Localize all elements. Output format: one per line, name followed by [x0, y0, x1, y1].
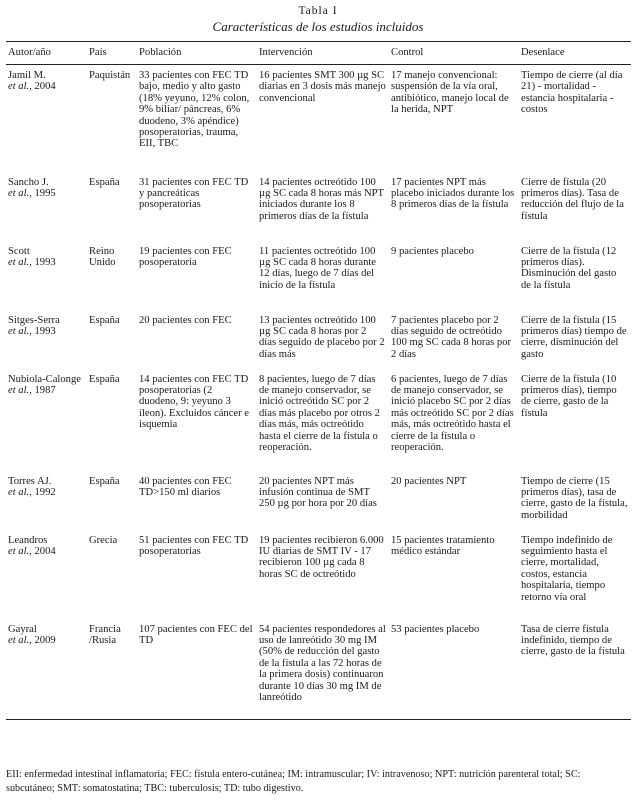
- cell-country: España: [89, 373, 120, 385]
- table-row: [6, 471, 631, 530]
- cell-author: [6, 172, 87, 241]
- author-name: Sitges-Serra: [8, 314, 60, 326]
- cell-author: [6, 241, 87, 310]
- author-year: , 1993: [29, 256, 56, 268]
- table-caption: [0, 0, 636, 35]
- cell-population: 51 pacientes con FEC TD posoperatorias: [139, 534, 249, 557]
- cell-intervention: 54 pacientes respondedores al uso de lanreótido 30 mg IM (50% de reducción del gasto de la fístula a las 72 horas de la primera dosis) continuaron durante 10 días 30 mg IM de lanreótido: [259, 623, 386, 703]
- cell-intervention: 13 pacientes octreótido 100 µg SC cada 8 horas por 2 días seguido de placebo por 2 días más: [259, 314, 385, 360]
- author-year: , 1987: [29, 384, 56, 396]
- author-year: , 1992: [29, 486, 56, 498]
- author-etal: et al.: [8, 634, 30, 646]
- author-name: Torres AJ.: [8, 475, 52, 487]
- cell-outcome: Cierre de la fístula (12 primeros días). Disminución del gasto de la fístula: [521, 245, 617, 291]
- author-year: , 2009: [29, 634, 56, 646]
- cell-author: [6, 65, 87, 172]
- cell-population: 20 pacientes con FEC: [139, 314, 232, 326]
- cell-author: [6, 619, 87, 720]
- author-name: Jamil M.: [8, 70, 46, 81]
- author-etal: et al.: [8, 187, 30, 199]
- cell-control: 17 manejo convencional: suspensión de la vía oral, antibiótico, manejo local de la herida, NPT: [391, 70, 509, 116]
- table-row: [6, 310, 631, 369]
- cell-population: 14 pacientes con FEC TD posoperatorias (2 duodeno, 9: yeyuno 3 íleon). Excluidos cáncer e isquemia: [139, 373, 250, 431]
- header-population: Población: [139, 47, 182, 59]
- table-footnote: EII: enfermedad intestinal inflamatoria; FEC: fístula entero-cutánea; IM: intramuscular; IV: intravenoso; NPT: nutrición parenteral total; SC: subcutáneo; SMT: somatostatina; TBC: tuberculosis; TD: tubo digestivo.: [6, 769, 581, 795]
- cell-intervention: 14 pacientes octreótido 100 µg SC cada 8 horas más NPT iniciados durante los 8 primeros días de la fístula: [259, 176, 384, 222]
- table-title: Características de los estudios incluidos: [212, 19, 424, 34]
- cell-country: España: [89, 314, 120, 326]
- author-etal: et al.: [8, 81, 30, 93]
- header-control: Control: [391, 47, 424, 59]
- header-outcome: Desenlace: [521, 47, 565, 59]
- cell-intervention: 19 pacientes recibieron 6.000 IU diarias de SMT IV - 17 recibieron 100 µg cada 8 horas SC de octreótido: [259, 534, 384, 580]
- cell-outcome: Cierre de fístula (20 primeros días). Tasa de reducción del flujo de la fístula: [521, 176, 624, 222]
- cell-population: 19 pacientes con FEC posoperatoria: [139, 245, 232, 268]
- cell-author: [6, 369, 87, 471]
- cell-control: 15 pacientes tratamiento médico estándar: [391, 534, 495, 557]
- cell-intervention: 20 pacientes NPT más infusión continua de SMT 250 µg por hora por 20 días: [259, 475, 377, 510]
- cell-control: 9 pacientes placebo: [391, 245, 474, 257]
- cell-control: 7 pacientes placebo por 2 días seguido de octreótido 100 mg SC cada 8 horas por 2 días: [391, 314, 512, 360]
- table-row: [6, 172, 631, 241]
- table-row: [6, 241, 631, 310]
- cell-intervention: 8 pacientes, luego de 7 días de manejo conservador, se inició octreótido SC por 2 días más placebo por otros 2 días más, más octreótido hasta el cierre de la fístula o reoperación.: [259, 373, 380, 453]
- table-row: [6, 530, 631, 619]
- cell-population: 107 pacientes con FEC del TD: [139, 623, 253, 646]
- author-etal: et al.: [8, 256, 30, 268]
- table-row: [6, 369, 631, 471]
- header-intervention: Intervención: [259, 47, 313, 59]
- author-etal: et al.: [8, 545, 30, 557]
- cell-author: [6, 471, 87, 530]
- cell-author: [6, 530, 87, 619]
- header-author-year: Autor/año: [8, 47, 51, 59]
- cell-intervention: 11 pacientes octreótido 100 µg SC cada 8 horas durante 12 días, luego de 7 días del inicio de la fístula: [259, 245, 377, 291]
- studies-table: [6, 41, 631, 720]
- author-year: , 1993: [29, 325, 56, 337]
- author-name: Scott: [8, 245, 30, 257]
- cell-population: 40 pacientes con FEC TD>150 ml diarios: [139, 475, 232, 498]
- cell-country: Reino Unido: [89, 245, 116, 268]
- cell-population: 33 pacientes con FEC TD bajo, medio y alto gasto (18% yeyuno, 12% colon, 9% biliar/ páncreas, 6% duodeno, 3% apéndice) posoperatorias, trauma, EII, TBC: [139, 70, 250, 150]
- cell-outcome: Tiempo de cierre (15 primeros días), tasa de cierre, gasto de la fístula, morbilidad: [521, 475, 628, 521]
- cell-control: 6 pacientes, luego de 7 días de manejo conservador, se inició placebo SC por 2 días más octreótido SC por 2 días más, más octreótido hasta el cierre de la fístula o reoperación.: [391, 373, 514, 453]
- cell-outcome: Cierre de la fístula (10 primeros días), tiempo de cierre, gasto de la fístula: [521, 373, 617, 419]
- cell-outcome: Tasa de cierre fístula indefinido, tiempo de cierre, gasto de la fístula: [521, 623, 625, 658]
- cell-country: España: [89, 176, 120, 188]
- cell-control: 17 pacientes NPT más placebo iniciados durante los 8 primeros días de la fístula: [391, 176, 515, 211]
- cell-control: 20 pacientes NPT: [391, 475, 467, 487]
- cell-country: Francia /Rusia: [89, 623, 121, 646]
- author-year: , 1995: [29, 187, 56, 199]
- cell-author: [6, 310, 87, 369]
- author-etal: et al.: [8, 384, 30, 396]
- table-body: [6, 65, 631, 720]
- cell-population: 31 pacientes con FEC TD y pancreáticas posoperatorias: [139, 176, 249, 211]
- author-name: Leandros: [8, 534, 48, 546]
- cell-outcome: Tiempo indefinido de seguimiento hasta el cierre, mortalidad, costos, estancia hospitalaria, tiempo retorno vía oral: [521, 534, 613, 603]
- table-label: Tabla I: [298, 5, 338, 17]
- header-row: [6, 42, 631, 65]
- author-name: Nubiola-Calonge: [8, 373, 81, 385]
- cell-country: España: [89, 475, 120, 487]
- table-header: [6, 42, 631, 65]
- author-year: , 2004: [29, 81, 56, 93]
- header-country: País: [89, 47, 107, 59]
- author-etal: et al.: [8, 486, 30, 498]
- cell-country: Grecia: [89, 534, 118, 546]
- cell-intervention: 16 pacientes SMT 300 µg SC diarias en 3 dosis más manejo convencional: [259, 70, 386, 104]
- table-row: [6, 619, 631, 720]
- author-name: Sancho J.: [8, 176, 49, 188]
- author-year: , 2004: [29, 545, 56, 557]
- cell-country: Paquistán: [89, 70, 131, 81]
- table-row: [6, 65, 631, 172]
- cell-outcome: Cierre de la fístula (15 primeros días) tiempo de cierre, disminución del gasto: [521, 314, 627, 360]
- author-etal: et al.: [8, 325, 30, 337]
- author-name: Gayral: [8, 623, 37, 635]
- cell-control: 53 pacientes placebo: [391, 623, 480, 635]
- cell-outcome: Tiempo de cierre (al día 21) - mortalidad - estancia hospitalaria - costos: [521, 70, 623, 116]
